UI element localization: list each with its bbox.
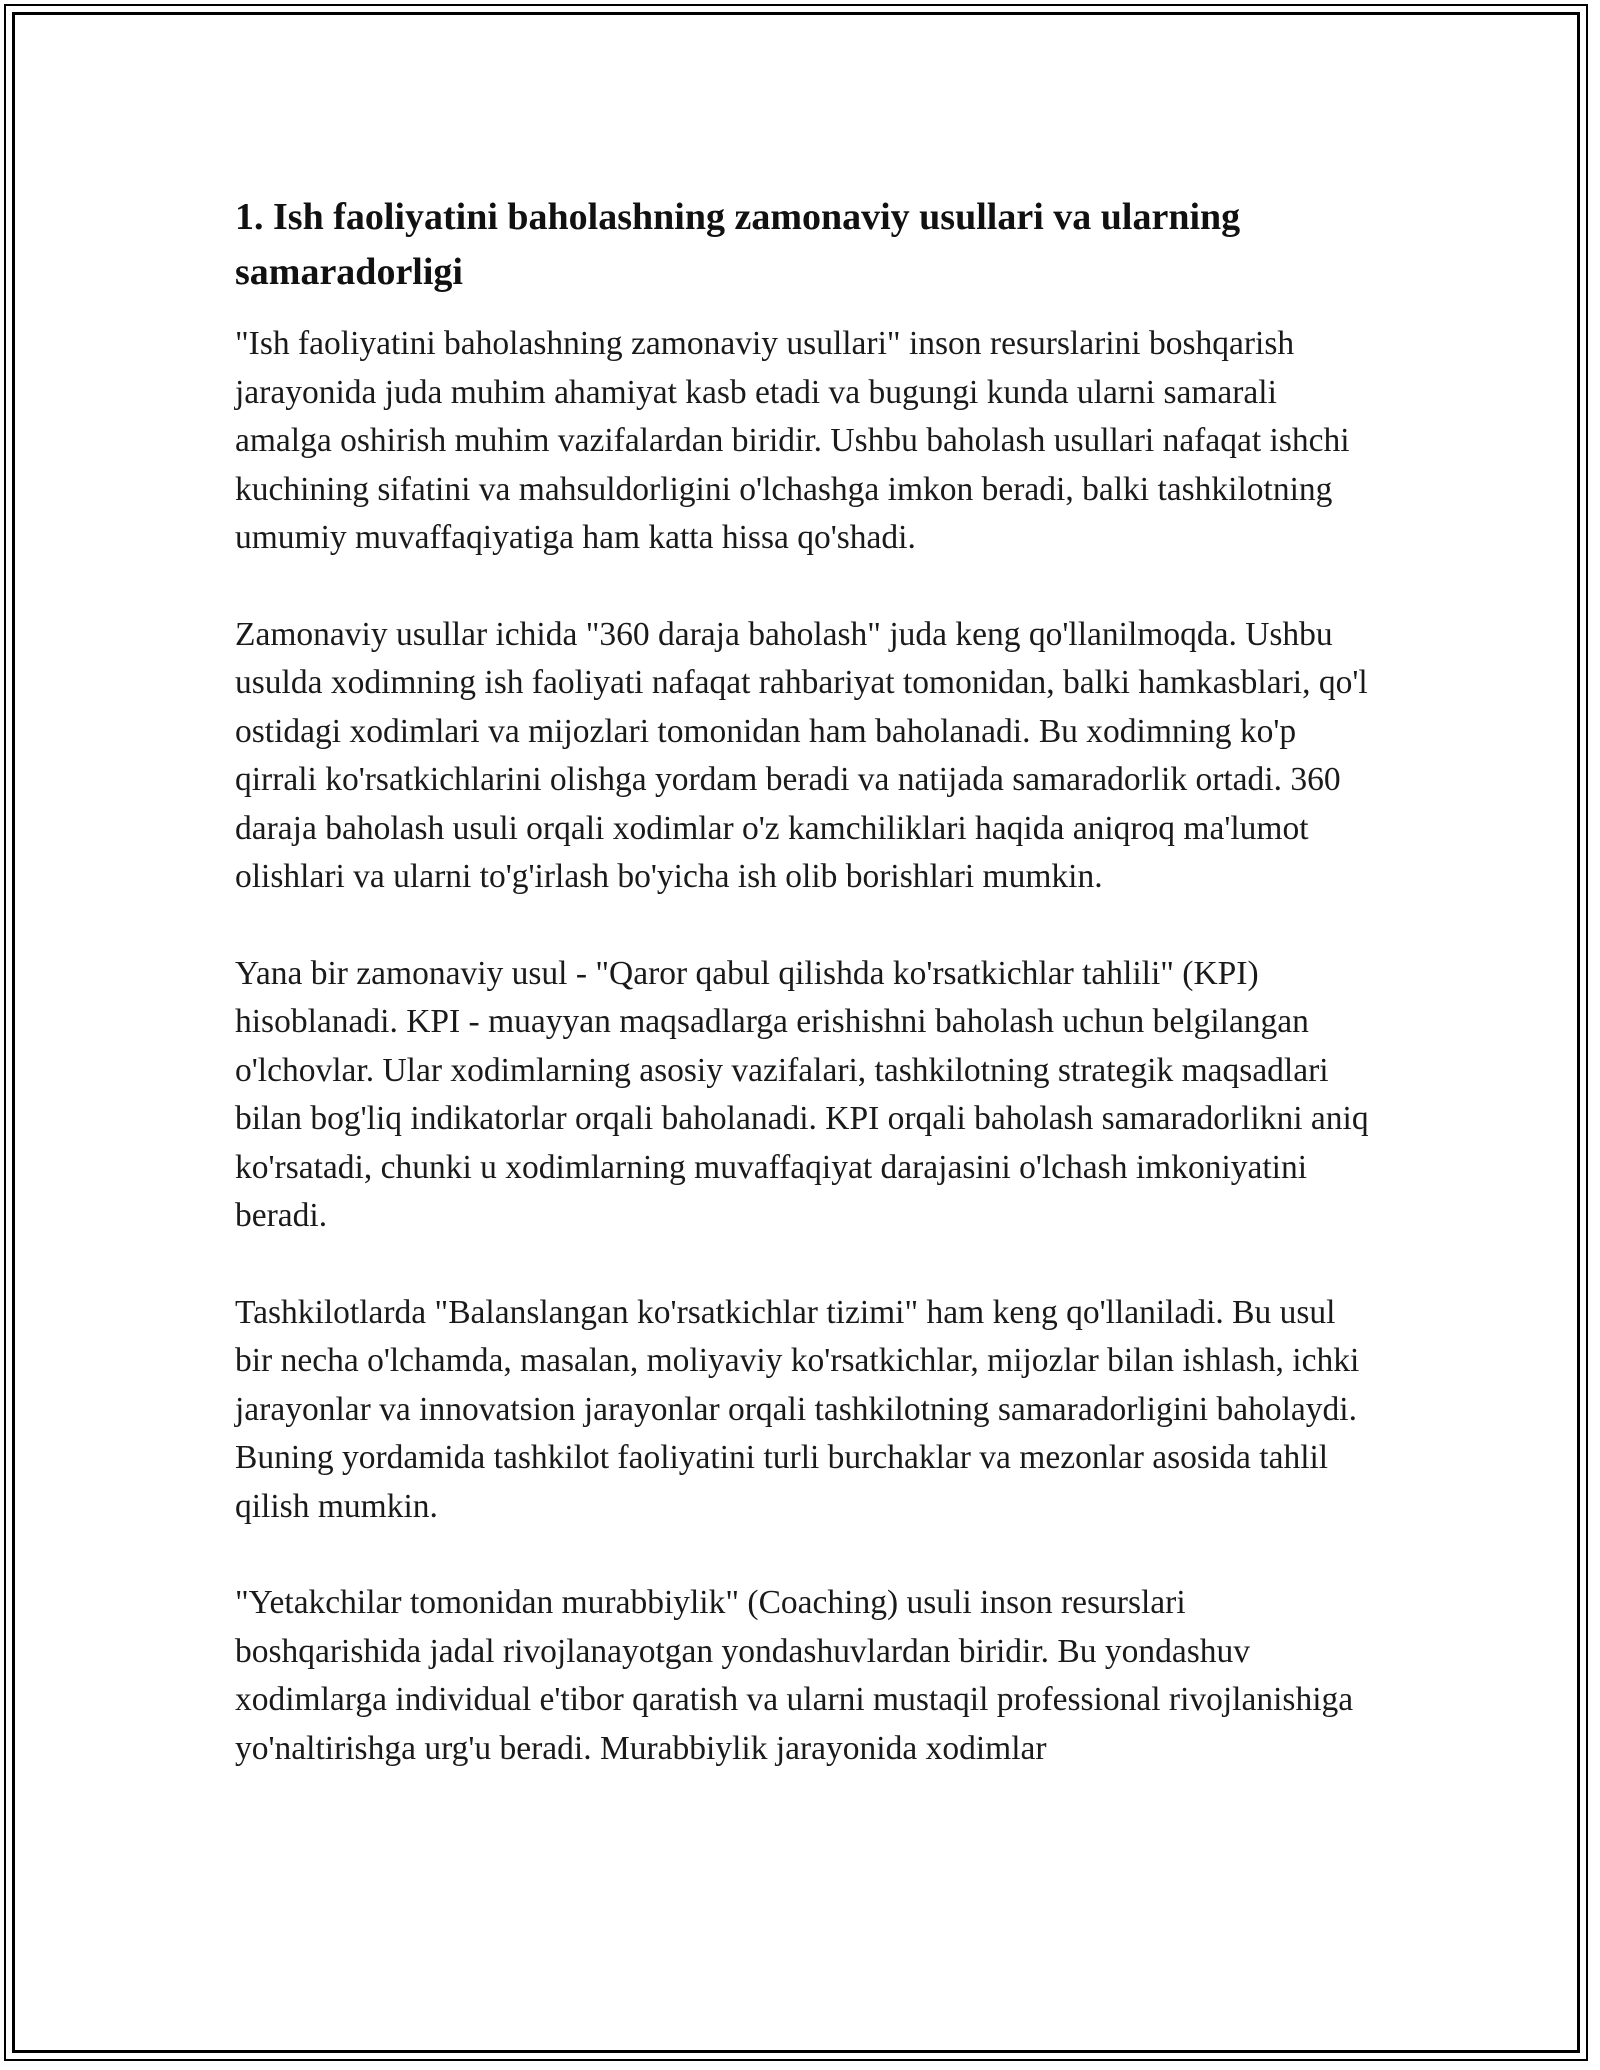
document-heading: 1. Ish faoliyatini baholashning zamonaviy usullari va ularning samaradorligi [235, 196, 1241, 293]
paragraph-coaching: "Yetakchilar tomonidan murabbiylik" (Coaching) usuli inson resurslari boshqarishida jadal rivojlanayotgan yondashuvlardan biridir. Bu yondashuv xodimlarga individual e'tibor qaratish va ularni mustaqil professional rivojlanishiga yo'naltirishga urg'u beradi. Murabbiylik jarayonida xodimlar [235, 1584, 1354, 1767]
paragraph-balanced-scorecard: Tashkilotlarda "Balanslangan ko'rsatkichlar tizimi" ham keng qo'llaniladi. Bu usul bir necha o'lchamda, masalan, moliyaviy ko'rsatkichlar, mijozlar bilan ishlash, ichki jarayonlar va innovatsion jarayonlar orqali tashkilotning samaradorligini baholaydi. Buning yordamida tashkilot faoliyatini turli burchaklar va mezonlar asosida tahlil qilish mumkin. [235, 1293, 1360, 1525]
paragraph-kpi: Yana bir zamonaviy usul - "Qaror qabul qilishda ko'rsatkichlar tahlili" (KPI) hisoblanadi. KPI - muayyan maqsadlarga erishishni baholash uchun belgilangan o'lchovlar. Ular xodimlarning asosiy vazifalari, tashkilotning strategik maqsadlari bilan bog'liq indikatorlar orqali baholanadi. KPI orqali baholash samaradorlikni aniq ko'rsatadi, chunki u xodimlarning muvaffaqiyat darajasini o'lchash imkoniyatini beradi. [235, 954, 1369, 1234]
paragraph-360-degree: Zamonaviy usullar ichida "360 daraja baholash" juda keng qo'llanilmoqda. Ushbu usulda xodimning ish faoliyati nafaqat rahbariyat tomonidan, balki hamkasblari, qo'l ostidagi xodimlari va mijozlari tomonidan ham baholanadi. Bu xodimning ko'p qirrali ko'rsatkichlarini olishga yordam beradi va natijada samaradorlik ortadi. 360 daraja baholash usuli orqali xodimlar o'z kamchiliklari haqida aniqroq ma'lumot olishlari va ularni to'g'irlash bo'yicha ish olib borishlari mumkin. [235, 615, 1368, 895]
paragraph-intro: "Ish faoliyatini baholashning zamonaviy usullari" inson resurslarini boshqarish jarayonida juda muhim ahamiyat kasb etadi va bugungi kunda ularni samarali amalga oshirish muhim vazifalardan biridir. Ushbu baholash usullari nafaqat ishchi kuchining sifatini va mahsuldorligini o'lchashga imkon beradi, balki tashkilotning umumiy muvaffaqiyatiga ham katta hissa qo'shadi. [235, 325, 1350, 556]
document-body [235, 190, 1375, 1821]
